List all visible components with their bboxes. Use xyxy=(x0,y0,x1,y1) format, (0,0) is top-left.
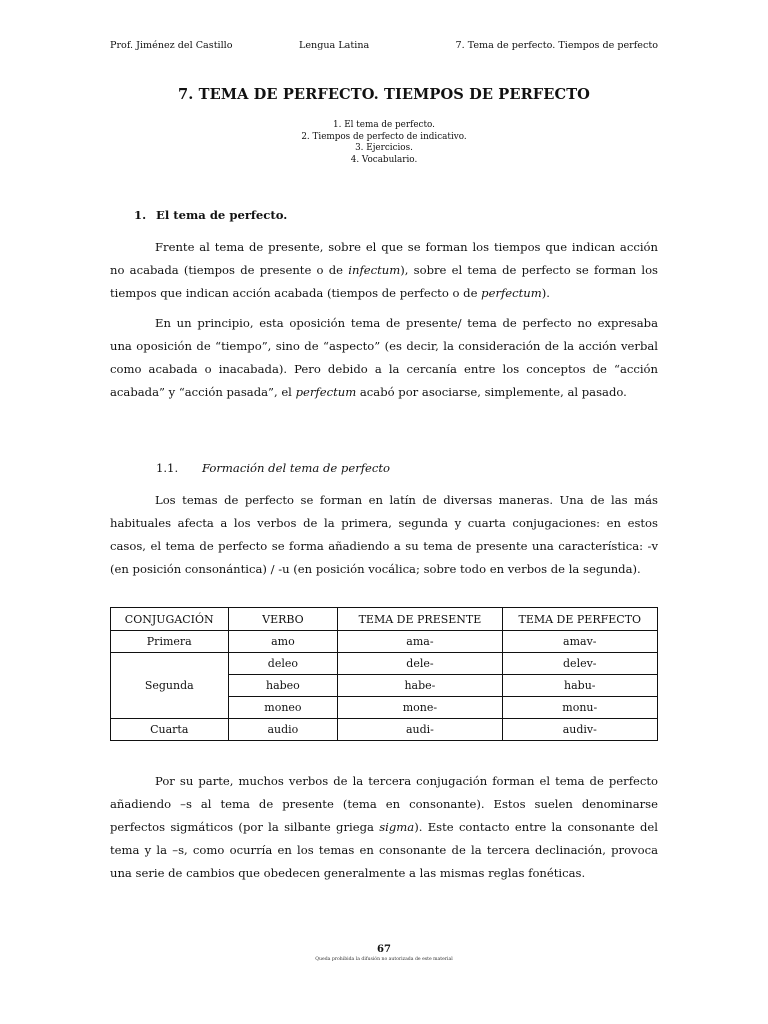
table-cell: habe- xyxy=(338,675,502,697)
text-run: ). xyxy=(541,286,550,300)
table-cell: mone- xyxy=(338,697,502,719)
table-cell: audio xyxy=(228,719,338,741)
table-row xyxy=(111,719,658,741)
table-row xyxy=(111,653,658,675)
italic-term: sigma xyxy=(379,820,415,834)
header-chapter: 7. Tema de perfecto. Tiempos de perfecto xyxy=(455,40,658,51)
text-run: Por su parte, muchos verbos de la tercera conjugación forman el tema de perfecto añadiendo –s al tema de presente (tema en consonante). Estos suelen denominarse perfectos sigmáticos (por la silbante griega xyxy=(110,774,658,834)
paragraph xyxy=(110,236,658,305)
toc-item: 3. Ejercicios. xyxy=(355,143,413,153)
page-number: 67 xyxy=(377,944,391,955)
table-of-contents xyxy=(0,120,768,166)
table-cell: monu- xyxy=(502,697,657,719)
conjugation-cell: Primera xyxy=(111,631,229,653)
toc-item: 1. El tema de perfecto. xyxy=(333,120,435,130)
column-header: TEMA DE PRESENTE xyxy=(338,608,502,631)
table-cell: audi- xyxy=(338,719,502,741)
column-header: CONJUGACIÓN xyxy=(111,608,229,631)
table-header-row xyxy=(111,608,658,631)
text-run: ). Este contacto entre la consonante del tema y la –s, como ocurría en los temas en consonante de la tercera declinación, provoca una serie de cambios que obedecen generalmente a las mismas reglas fonéticas. xyxy=(110,820,658,880)
table-cell: audiv- xyxy=(502,719,657,741)
paragraph xyxy=(110,312,658,404)
table-cell: dele- xyxy=(338,653,502,675)
table-cell: amav- xyxy=(502,631,657,653)
italic-term: perfectum xyxy=(481,286,542,300)
table-cell: amo xyxy=(228,631,338,653)
italic-term: infectum xyxy=(348,263,401,277)
conjugation-table xyxy=(110,607,658,741)
table-row xyxy=(111,631,658,653)
table-cell: deleo xyxy=(228,653,338,675)
text-run: ), sobre el tema de perfecto se forman los tiempos que indican acción acabada (tiempos de perfecto o de xyxy=(110,263,658,300)
paragraph: Los temas de perfecto se forman en latín de diversas maneras. Una de las más habituales afecta a los verbos de la primera, segunda y cuarta conjugaciones: en estos casos, el tema de perfecto se forma añadiendo a su tema de presente una característica: -v (en posición consonántica) / -u (en posición vocálica; sobre todo en verbos de la segunda). xyxy=(110,493,658,576)
subsection-heading xyxy=(156,461,390,475)
page-title: 7. TEMA DE PERFECTO. TIEMPOS DE PERFECTO xyxy=(178,86,590,103)
text-run: En un principio, esta oposición tema de presente/ tema de perfecto no expresaba una oposición de “tiempo”, sino de “aspecto” (es decir, la consideración de la acción verbal como acabada o inacabada). Pero debido a la cercanía entre los conceptos de “acción acabada” y “acción pasada”, el xyxy=(110,316,658,399)
toc-item: 4. Vocabulario. xyxy=(350,154,418,165)
section-title: El tema de perfecto. xyxy=(156,208,288,222)
table-cell: delev- xyxy=(502,653,657,675)
paragraph xyxy=(110,770,658,885)
conjugation-cell: Cuarta xyxy=(111,719,229,741)
column-header: TEMA DE PERFECTO xyxy=(502,608,657,631)
text-run: Frente al tema de presente, sobre el que se forman los tiempos que indican acción no acabada (tiempos de presente o de xyxy=(110,240,658,277)
conjugation-cell: Segunda xyxy=(111,653,229,719)
section-number: 1. xyxy=(134,208,147,222)
italic-term: perfectum xyxy=(295,385,357,399)
header-author: Prof. Jiménez del Castillo xyxy=(110,40,233,51)
column-header: VERBO xyxy=(228,608,338,631)
table-cell: habu- xyxy=(502,675,657,697)
table-cell: moneo xyxy=(228,697,338,719)
header-subject: Lengua Latina xyxy=(299,40,370,51)
copyright-note: Queda prohibida la difusión no autorizada de este material xyxy=(315,957,453,962)
text-run: acabó por asociarse, simplemente, al pasado. xyxy=(356,385,627,399)
subsection-title: Formación del tema de perfecto xyxy=(202,461,391,475)
toc-item: 2. Tiempos de perfecto de indicativo. xyxy=(301,131,467,142)
subsection-number: 1.1. xyxy=(156,461,179,475)
table-cell: habeo xyxy=(228,675,338,697)
table-cell: ama- xyxy=(338,631,502,653)
section-heading xyxy=(134,208,287,222)
